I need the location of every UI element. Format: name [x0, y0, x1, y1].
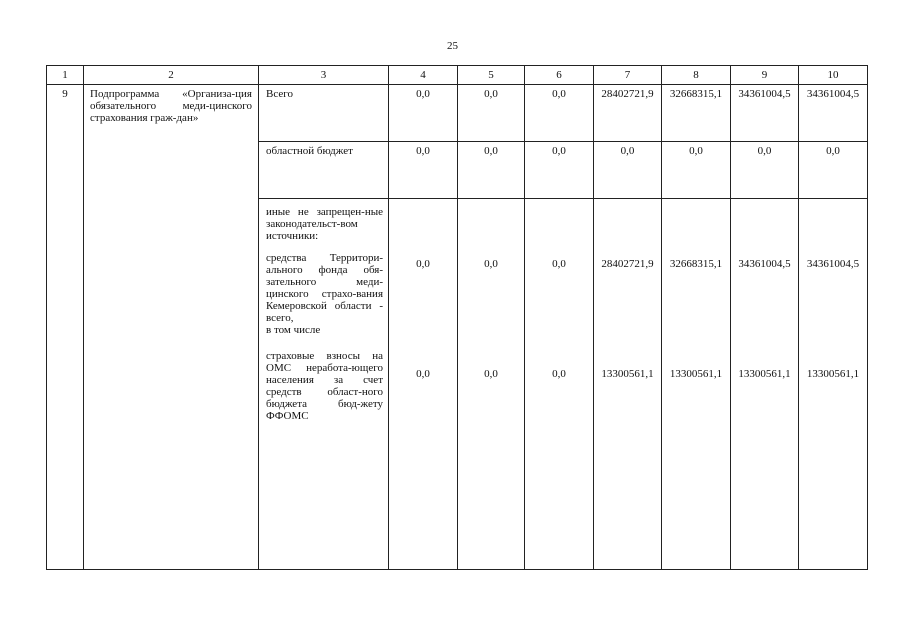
total-value-4: 0,0: [389, 85, 458, 142]
total-value-9: 34361004,5: [731, 85, 799, 142]
contrib-value-6: 0,0: [552, 368, 566, 380]
regional-value-6: 0,0: [525, 142, 594, 199]
col-header-10: 10: [799, 66, 868, 85]
regional-value-4: 0,0: [389, 142, 458, 199]
row-number: 9: [47, 85, 84, 570]
total-label: Всего: [259, 85, 389, 142]
tfoms-label: средства Территори-ального фонда обя-зательного меди-цинского страхо-вания Кемеровской области - всего,: [266, 252, 383, 324]
contrib-value-10: 13300561,1: [806, 368, 860, 380]
program-table: [46, 65, 868, 570]
tfoms-value-8: 32668315,1: [669, 258, 723, 270]
regional-label: областной бюджет: [259, 142, 389, 199]
contrib-value-5: 0,0: [484, 368, 498, 380]
tfoms-sublabel: в том числе: [266, 324, 321, 336]
stacked-values-5: [458, 199, 525, 570]
tfoms-value-9: 34361004,5: [738, 258, 791, 270]
regional-value-9: 0,0: [731, 142, 799, 199]
stacked-values-10: [799, 199, 868, 570]
stacked-values-7: [594, 199, 662, 570]
contrib-value-7: 13300561,1: [601, 368, 654, 380]
stacked-values-8: [662, 199, 731, 570]
regional-value-8: 0,0: [662, 142, 731, 199]
regional-value-5: 0,0: [458, 142, 525, 199]
contrib-label: страховые взносы на ОМС неработа-ющего населения за счет средств област-ного бюджета бюд-жету ФФОМС: [266, 350, 383, 422]
col-header-2: 2: [84, 66, 259, 85]
page-number: 25: [447, 40, 458, 52]
col-header-4: 4: [389, 66, 458, 85]
col-header-5: 5: [458, 66, 525, 85]
regional-value-7: 0,0: [594, 142, 662, 199]
stacked-values-6: [525, 199, 594, 570]
tfoms-value-4: 0,0: [416, 258, 430, 270]
total-value-8: 32668315,1: [662, 85, 731, 142]
col-header-3: 3: [259, 66, 389, 85]
col-header-9: 9: [731, 66, 799, 85]
col-header-6: 6: [525, 66, 594, 85]
total-value-10: 34361004,5: [799, 85, 868, 142]
contrib-value-9: 13300561,1: [738, 368, 791, 380]
header-row: [47, 66, 868, 85]
total-value-5: 0,0: [458, 85, 525, 142]
table-row: [47, 85, 868, 142]
regional-value-10: 0,0: [799, 142, 868, 199]
contrib-value-8: 13300561,1: [669, 368, 723, 380]
other-sources-cell: [259, 199, 389, 570]
tfoms-value-7: 28402721,9: [601, 258, 654, 270]
tfoms-value-5: 0,0: [484, 258, 498, 270]
contrib-value-4: 0,0: [416, 368, 430, 380]
col-header-1: 1: [47, 66, 84, 85]
tfoms-value-6: 0,0: [552, 258, 566, 270]
total-value-7: 28402721,9: [594, 85, 662, 142]
col-header-7: 7: [594, 66, 662, 85]
other-sources-label: иные не запрещен-ные законодательст-вом источники:: [266, 206, 383, 242]
total-value-6: 0,0: [525, 85, 594, 142]
stacked-values-9: [731, 199, 799, 570]
stacked-values-4: [389, 199, 458, 570]
tfoms-value-10: 34361004,5: [806, 258, 860, 270]
program-name: Подпрограмма «Организа-ция обязательного меди-цинского страхования граж-дан»: [84, 85, 259, 570]
col-header-8: 8: [662, 66, 731, 85]
